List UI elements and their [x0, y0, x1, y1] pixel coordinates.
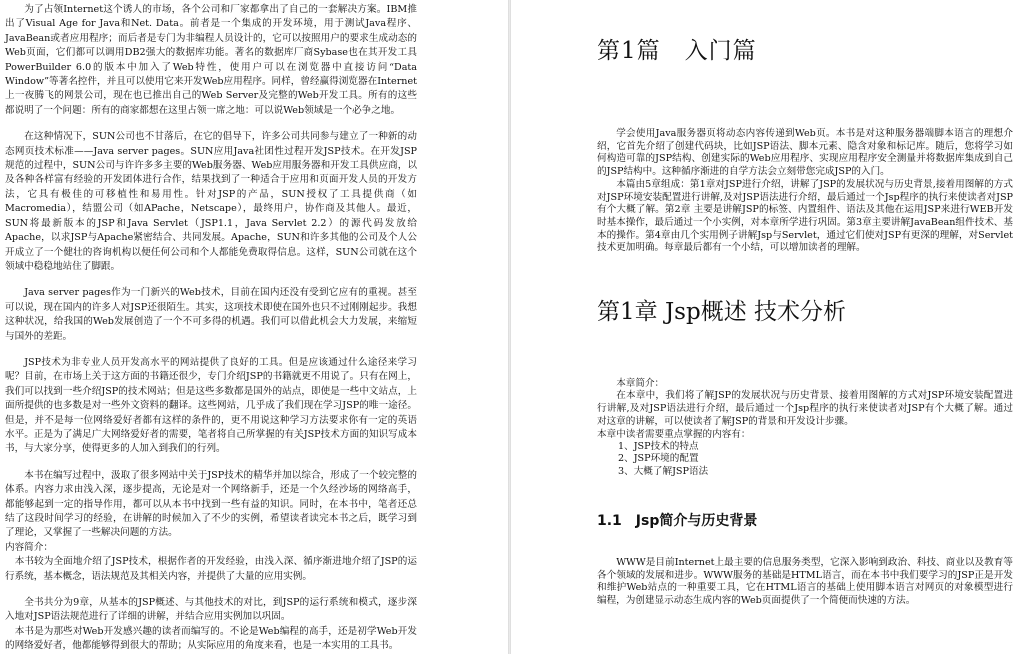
left-body-text: [5, 3, 417, 654]
key-point-item: 2、JSP环境的配置: [618, 453, 699, 465]
section-body: [597, 557, 1013, 608]
part-intro: [597, 128, 1013, 255]
key-points-list: [597, 441, 1013, 478]
left-paragraph-5: 本书在编写过程中，汲取了很多网站中关于JSP技术的精华并加以综合，形成了一个较完整的体系。内容力求由浅入深，逐步提高，无论是对一个网络新手，还是一个久经沙场的网络高手，都能够起到一定的指导作用，都可以从本书中找到一些有益的知识。同时，在本书中，笔者还总结了这段时间学习的经验，在讲解的时候加入了不少的实例，希望读者读完本书之后，既学习到了理论，又掌握了一些解决问题的方法。 内容简介： 本书较为全面地介绍了JSP技术，根据作者的开发经验，由浅入深、循序渐进地介绍了JSP的运行系统，基本概念，语法规范及其相关内容，并提供了大量的应用实例。: [5, 469, 417, 582]
chapter-title: 第1章 Jsp概述 技术分析: [597, 299, 847, 325]
right-page: [511, 0, 1021, 654]
left-page: [0, 0, 508, 654]
key-points-label: 本章中读者需要重点掌握的内容有：: [597, 428, 751, 440]
key-point-item: 3、大概了解JSP语法: [618, 465, 709, 477]
summary-label: 本章简介：: [616, 378, 665, 389]
part-title: 第1篇 入门篇: [597, 38, 757, 64]
part-intro-paragraph-1: 学会使用Java服务器页将动态内容传递到Web页。本书是对这种服务器端脚本语言的理想介绍，它首先介绍了创建代码块，比如JSP语法、脚本元素、隐含对象和标记库。随后，您将学习如何构造可靠的JSP结构、创建实际的Web应用程序、实现应用程序安全测量并将数据库集成到自己的JSP结构中。这种循序渐进的自学方法会立刻带您完成JSP的入门。: [597, 128, 1013, 178]
part-intro-paragraph-2: 本篇由5章组成：第1章对JSP进行介绍，讲解了JSP的发展状况与历史背景,接着用图解的方式对JSP环境安装配置进行讲解,及对JSP语法进行介绍，最后通过一个Jsp程序的执行来使读者对JSP有个大概了解。第2章 主要是讲解JSP的标签、内置组件、语法及其他在运用JSP来进行WEB开发时基本操作，最后通过一个小实例，对本章所学进行巩固。第3章主要讲解JavaBean组件技术、基本的操作。第4章由几个实用例子讲解Jsp与Servlet，通过它们使对JSP有更深的理解，对Servlet技术更加明确。每章最后都有一个小结，可以增加读者的理解。: [597, 178, 1013, 254]
left-paragraph-6: 全书共分为9章，从基本的JSP概述、与其他技术的对比，到JSP的运行系统和模式，逐步深入地对JSP语法规范进行了详细的讲解，并结合应用实例加以巩固。 本书是为那些对Web开发感兴趣的读者而编写的。不论是Web编程的高手，还是初学Web开发的网络爱好者，他都能够得到很大的帮助；从实际应用的角度来看，也是一本实用的工具书。: [5, 597, 417, 652]
section-paragraph: WWW是目前Internet上最主要的信息服务类型，它深入影响到政治、科技、商业以及教育等各个领域的发展和进步。WWW服务的基础是HTML语言，而在本书中我们要学习的JSP正是开发和维护Web站点的一种重要工具，它在HTML语言的基础上使用脚本语言对网页的对象模型进行编程，为创建显示动态生成内容的Web页面提供了一个简便而快速的方法。: [597, 557, 1013, 607]
section-title: 1.1 Jsp简介与历史背景: [597, 513, 758, 529]
left-paragraph-2: 在这种情况下，SUN公司也不甘落后，在它的倡导下，许多公司共同参与建立了一种新的动态网页技术标准——Java server pages。SUN应用Java社团性过程开发JSP技术。在开发JSP规范的过程中，SUN公司与许许多多主要的Web服务器、Web应用服务器和开发工具供应商，以及各种各样富有经验的开发团体进行合作，结果找到了一种适合于应用和页面开发人员的开发方法，它具有极佳的可移植性和易用性。针对JSP的产品，SUN授权了工具提供商（如Macromedia），结盟公司（如APache，Netscape），最终用户，协作商及其他人。最近，SUN将最新版本的JSP和Java Servlet（JSP1.1，Java Servlet 2.2）的源代码发放给Apache，以求JSP与Apache紧密结合、共同发展。Apache，SUN和许多其他的公司及个人公开成立了一个健壮的咨询机构以便任何公司和个人都能免费取得信息。这样，SUN公司就在这个领域中稳稳地站住了脚跟。: [5, 131, 417, 272]
key-point-item: 1、JSP技术的特点: [618, 440, 699, 452]
left-paragraph-4: JSP技术为非专业人员开发高水平的网站提供了良好的工具。但是应该通过什么途径来学习呢？目前，在市场上关于这方面的书籍还很少，专门介绍JSP的书籍就更不用说了。只有在网上，我们可以找到一些介绍JSP的技术网站；但是这些多数都是国外的站点，即使是一些中文站点，上面所提供的也多数是对一些外文资料的翻译。这些网站，几乎成了我们现在学习JSP的唯一途径。但是，并不是每一位网络爱好者都有这样的条件的，更不用说这种学习方法要求你有一定的英语水平。正是为了满足广大网络爱好者的需要，笔者将自己所掌握的有关JSP技术方面的知识写成本书，与大家分享，使得更多的人加入到我们的行列。: [5, 356, 417, 455]
left-paragraph-1: 为了占领Internet这个诱人的市场，各个公司和厂家都拿出了自己的一套解决方案。IBM推出了Visual Age for Java和Net. Data。前者是一个集成的开发环境，用于测试Java程序、JavaBean或者应用程序；而后者是专门为非编程人员设计的，它可以按照用户的要求生成动态的Web页面，它们都可以调用DB2强大的数据库功能。著名的数据库厂商Sybase也在其开发工具PowerBuilder 6.0的版本中加入了Web特性，使用户可以在浏览器中直接访问“Data Window”等著名控件，并且可以使用它来开发Web应用程序。同样，曾经赢得浏览器在Internet上一夜腾飞的网景公司，现在也已推出自己的Web Server及完整的Web开发工具。所有的这些都说明了一个问题：所有的商家都想在这里占领一席之地：可以说Web领域是一个必争之地。: [5, 4, 417, 116]
left-paragraph-3: Java server pages作为一门新兴的Web技术，目前在国内还没有受到它应有的重视。甚至可以说，现在国内的许多人对JSP还很陌生。其实，这项技术即使在国外也只不过刚刚起步。我想这种状况，给我国的Web发展创造了一个不可多得的机遇。我们可以借此机会大力发展，来缩短与国外的差距。: [5, 287, 417, 342]
chapter-summary: [597, 378, 1013, 478]
summary-text: 在本章中，我们将了解JSP的发展状况与历史背景、接着用图解的方式对JSP环境安装配置进行讲解,及对JSP语法进行介绍，最后通过一个Jsp程序的执行来使读者对JSP有个大概了解。通过对这章的讲解，可以使读者了解JSP的背景和开发设计步骤。: [597, 390, 1013, 427]
